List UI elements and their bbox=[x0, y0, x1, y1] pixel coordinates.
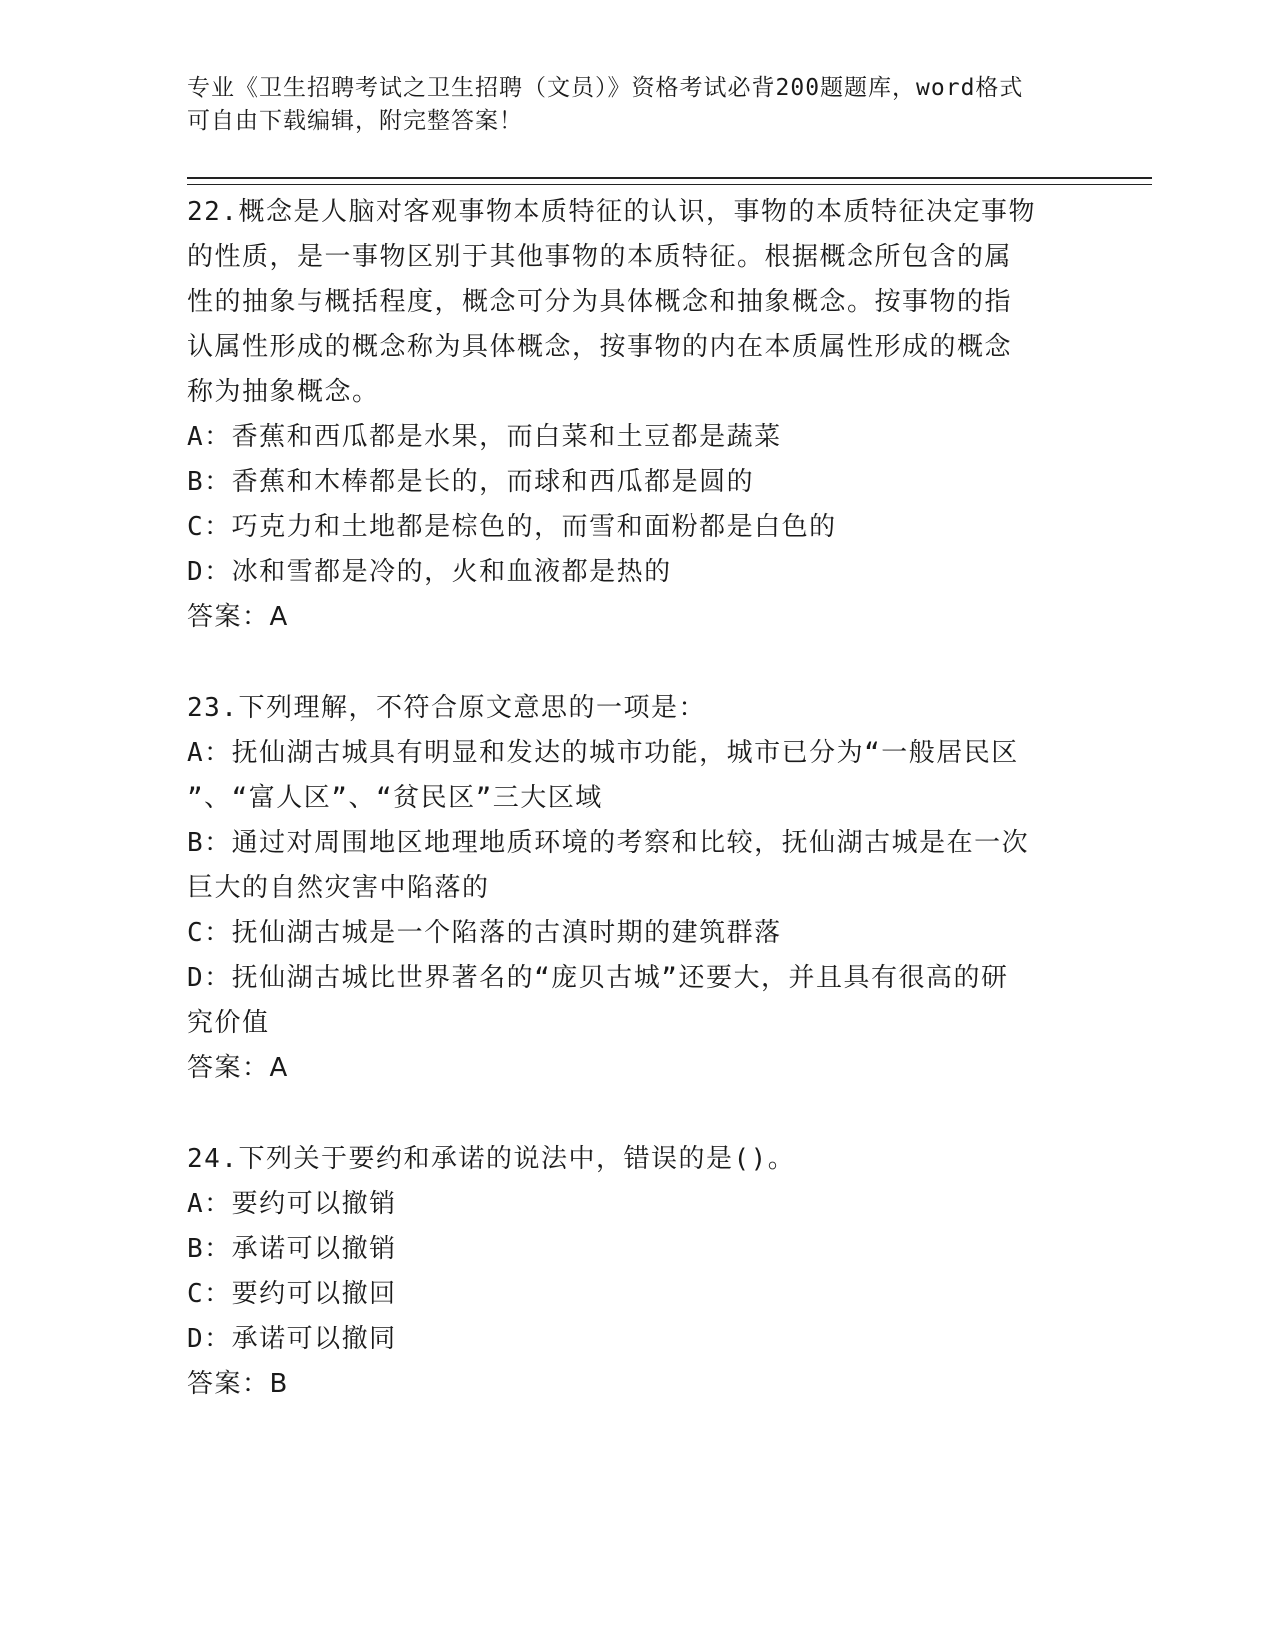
answer-option bbox=[187, 911, 1087, 956]
answer-option-line: D：承诺可以撤同 bbox=[187, 1324, 397, 1354]
answer-option-line: D：抚仙湖古城比世界著名的“庞贝古城”还要大，并且具有很高的研 bbox=[187, 963, 1009, 993]
answer-option-line: A：抚仙湖古城具有明显和发达的城市功能，城市已分为“一般居民区 bbox=[187, 738, 1019, 768]
header-line-2: 可自由下载编辑，附完整答案！ bbox=[187, 108, 523, 134]
header-rule-thick bbox=[187, 177, 1152, 179]
answer-key: 答案：B bbox=[187, 1369, 289, 1399]
question-stem-line: 称为抽象概念。 bbox=[187, 377, 380, 407]
answer-option bbox=[187, 1227, 1087, 1272]
answer-key: 答案：A bbox=[187, 1053, 289, 1083]
question-stem-line: 认属性形成的概念称为具体概念，按事物的内在本质属性形成的概念 bbox=[187, 332, 1013, 362]
answer-option bbox=[187, 1317, 1087, 1362]
answer-option-line: A：香蕉和西瓜都是水果，而白菜和土豆都是蔬菜 bbox=[187, 422, 782, 452]
answer-option-line: 巨大的自然灾害中陷落的 bbox=[187, 873, 490, 903]
answer-option-line: B：通过对周围地区地理地质环境的考察和比较，抚仙湖古城是在一次 bbox=[187, 828, 1030, 858]
answer-option bbox=[187, 505, 1087, 550]
answer-option-line: B：承诺可以撤销 bbox=[187, 1234, 397, 1264]
question-list bbox=[187, 190, 1087, 1407]
answer-option-line: 究价值 bbox=[187, 1008, 270, 1038]
answer-option-line: A：要约可以撤销 bbox=[187, 1189, 397, 1219]
document-header bbox=[187, 72, 1067, 138]
answer-option bbox=[187, 821, 1087, 911]
header-line-1: 专业《卫生招聘考试之卫生招聘（文员）》资格考试必背200题题库，word格式 bbox=[187, 75, 1024, 101]
answer-option-line: B：香蕉和木棒都是长的，而球和西瓜都是圆的 bbox=[187, 467, 755, 497]
question-block bbox=[187, 1137, 1087, 1407]
answer-option-line: D：冰和雪都是冷的，火和血液都是热的 bbox=[187, 557, 672, 587]
answer-option bbox=[187, 1272, 1087, 1317]
answer-option bbox=[187, 460, 1087, 505]
answer-key: 答案：A bbox=[187, 602, 289, 632]
answer-option bbox=[187, 731, 1087, 821]
answer-option bbox=[187, 1182, 1087, 1227]
question-spacer bbox=[187, 640, 1087, 686]
answer-option bbox=[187, 415, 1087, 460]
question-block bbox=[187, 686, 1087, 1091]
answer-option-line: C：巧克力和土地都是棕色的，而雪和面粉都是白色的 bbox=[187, 512, 837, 542]
question-block bbox=[187, 190, 1087, 640]
answer-option bbox=[187, 956, 1087, 1046]
question-stem-line: 22.概念是人脑对客观事物本质特征的认识，事物的本质特征决定事物 bbox=[187, 197, 1036, 227]
question-stem-line: 性的抽象与概括程度，概念可分为具体概念和抽象概念。按事物的指 bbox=[187, 287, 1013, 317]
question-stem-line: 24.下列关于要约和承诺的说法中，错误的是()。 bbox=[187, 1144, 796, 1174]
question-stem-line: 的性质，是一事物区别于其他事物的本质特征。根据概念所包含的属 bbox=[187, 242, 1013, 272]
answer-option bbox=[187, 550, 1087, 595]
header-rule-thin bbox=[187, 184, 1152, 185]
answer-option-line: ”、“富人区”、“贫民区”三大区域 bbox=[187, 783, 603, 813]
answer-option-line: C：抚仙湖古城是一个陷落的古滇时期的建筑群落 bbox=[187, 918, 782, 948]
question-spacer bbox=[187, 1091, 1087, 1137]
answer-option-line: C：要约可以撤回 bbox=[187, 1279, 397, 1309]
question-stem-line: 23.下列理解，不符合原文意思的一项是： bbox=[187, 693, 706, 723]
